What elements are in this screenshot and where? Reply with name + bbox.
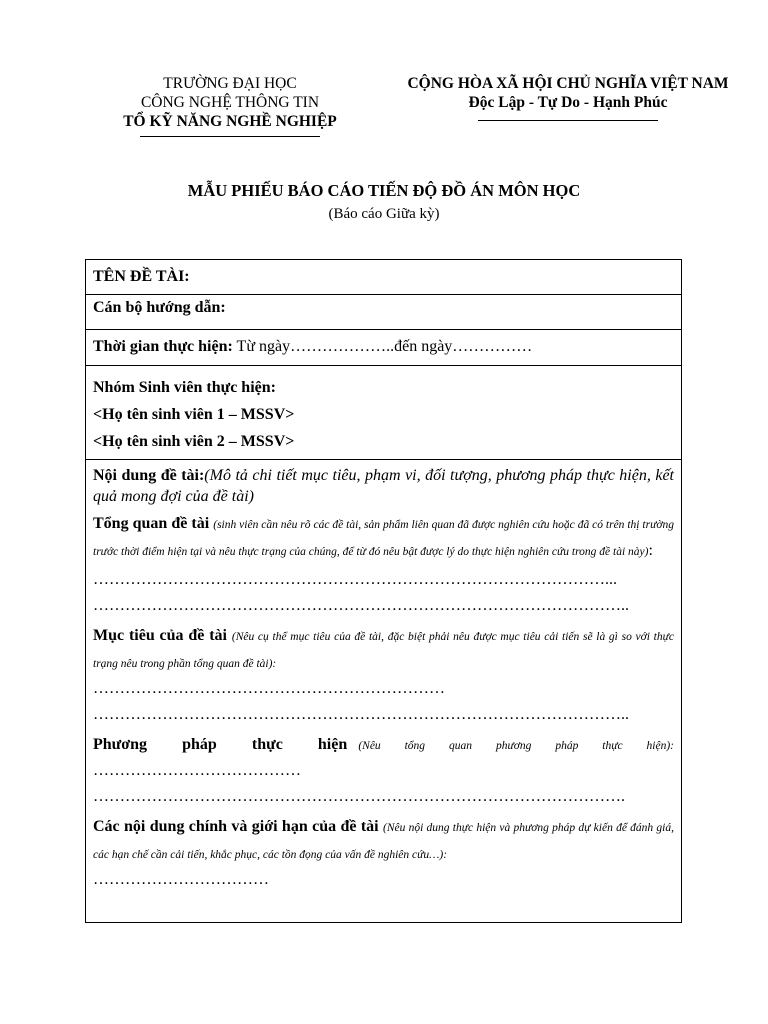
overview-dots-1: ……………………………………………………………………………………... <box>93 571 617 588</box>
department-name: TỔ KỸ NĂNG NGHỀ NGHIỆP <box>123 113 337 130</box>
goal-desc: (Nêu cụ thể mục tiêu của đề tài, đặc biệt phải nêu được mục tiêu cải tiến sẽ là gì so với thực trạng nêu trong phần tổng quan đề tài): <box>93 631 675 670</box>
scope-dots: …………………………… <box>93 871 269 888</box>
overview-desc: (sinh viên cần nêu rõ các đề tài, sản phẩm liên quan đã được nghiên cứu hoặc đã có trên thị trường trước thời điểm hiện tại và nêu thực trạng của chúng, để từ đó nêu bật được lý do thực hiện nghiên cứu trong đề tài này) <box>93 519 674 558</box>
topic-row <box>86 260 681 295</box>
country-name: CỘNG HÒA XÃ HỘI CHỦ NGHĨA VIỆT NAM <box>407 75 729 92</box>
header-left <box>110 74 350 137</box>
motto: Độc Lập - Tự Do - Hạnh Phúc <box>468 94 668 111</box>
goal-dots-1: ………………………………………………………… <box>93 680 445 697</box>
topic-label: TÊN ĐỀ TÀI: <box>93 268 190 285</box>
overview-label: Tổng quan đề tài <box>93 515 210 532</box>
school-name: TRƯỜNG ĐẠI HỌC <box>163 75 297 92</box>
overview-dots-2: ……………………………………………………………………………………….. <box>93 597 629 614</box>
goal-dots-2: ……………………………………………………………………………………….. <box>93 706 629 723</box>
method-desc: (Nêu tổng quan phương pháp thực hiện): <box>358 740 675 752</box>
content-section <box>93 465 674 507</box>
advisor-label: Cán bộ hướng dẫn: <box>93 299 226 316</box>
advisor-row <box>86 295 681 330</box>
student-2: <Họ tên sinh viên 2 – MSSV> <box>93 433 295 450</box>
header-right-rule <box>478 120 658 121</box>
time-row <box>86 330 681 366</box>
document-subtitle: (Báo cáo Giữa kỳ) <box>328 206 440 222</box>
school-subname: CÔNG NGHỆ THÔNG TIN <box>140 94 320 111</box>
time-label: Thời gian thực hiện: <box>93 338 233 355</box>
time-value: Từ ngày………………..đến ngày…………… <box>236 338 533 355</box>
header-left-rule <box>140 136 320 137</box>
overview-end: : <box>648 542 653 559</box>
content-label: Nội dung đề tài: <box>93 467 205 484</box>
student-1: <Họ tên sinh viên 1 – MSSV> <box>93 406 295 423</box>
report-form <box>85 259 682 923</box>
group-label: Nhóm Sinh viên thực hiện: <box>93 379 276 396</box>
group-row <box>86 366 681 460</box>
method-dots-1: ………………………………… <box>93 762 301 779</box>
scope-section <box>93 814 674 868</box>
content-row <box>86 460 681 889</box>
method-dots-2: ………………………………………………………………………………………. <box>93 788 625 805</box>
goal-label: Mục tiêu của đề tài <box>93 627 228 644</box>
header-right <box>390 74 746 121</box>
overview-section <box>93 511 674 565</box>
content-desc: (Mô tả chi tiết mục tiêu, phạm vi, đối tượng, phương pháp thực hiện, kết quả mong đợi của đề tài) <box>93 467 674 505</box>
scope-label: Các nội dung chính và giới hạn của đề tài <box>93 818 379 835</box>
goal-section <box>93 623 674 677</box>
document-title: MẪU PHIẾU BÁO CÁO TIẾN ĐỘ ĐỒ ÁN MÔN HỌC <box>187 181 581 200</box>
method-section <box>93 732 674 759</box>
scope-desc: (Nêu nội dung thực hiện và phương pháp dự kiến để đánh giá, các hạn chế cần cải tiến, khắc phục, các tồn đọng của vấn đề nghiên cứu…): <box>93 822 674 861</box>
method-label: Phương pháp thực hiện <box>93 736 348 753</box>
